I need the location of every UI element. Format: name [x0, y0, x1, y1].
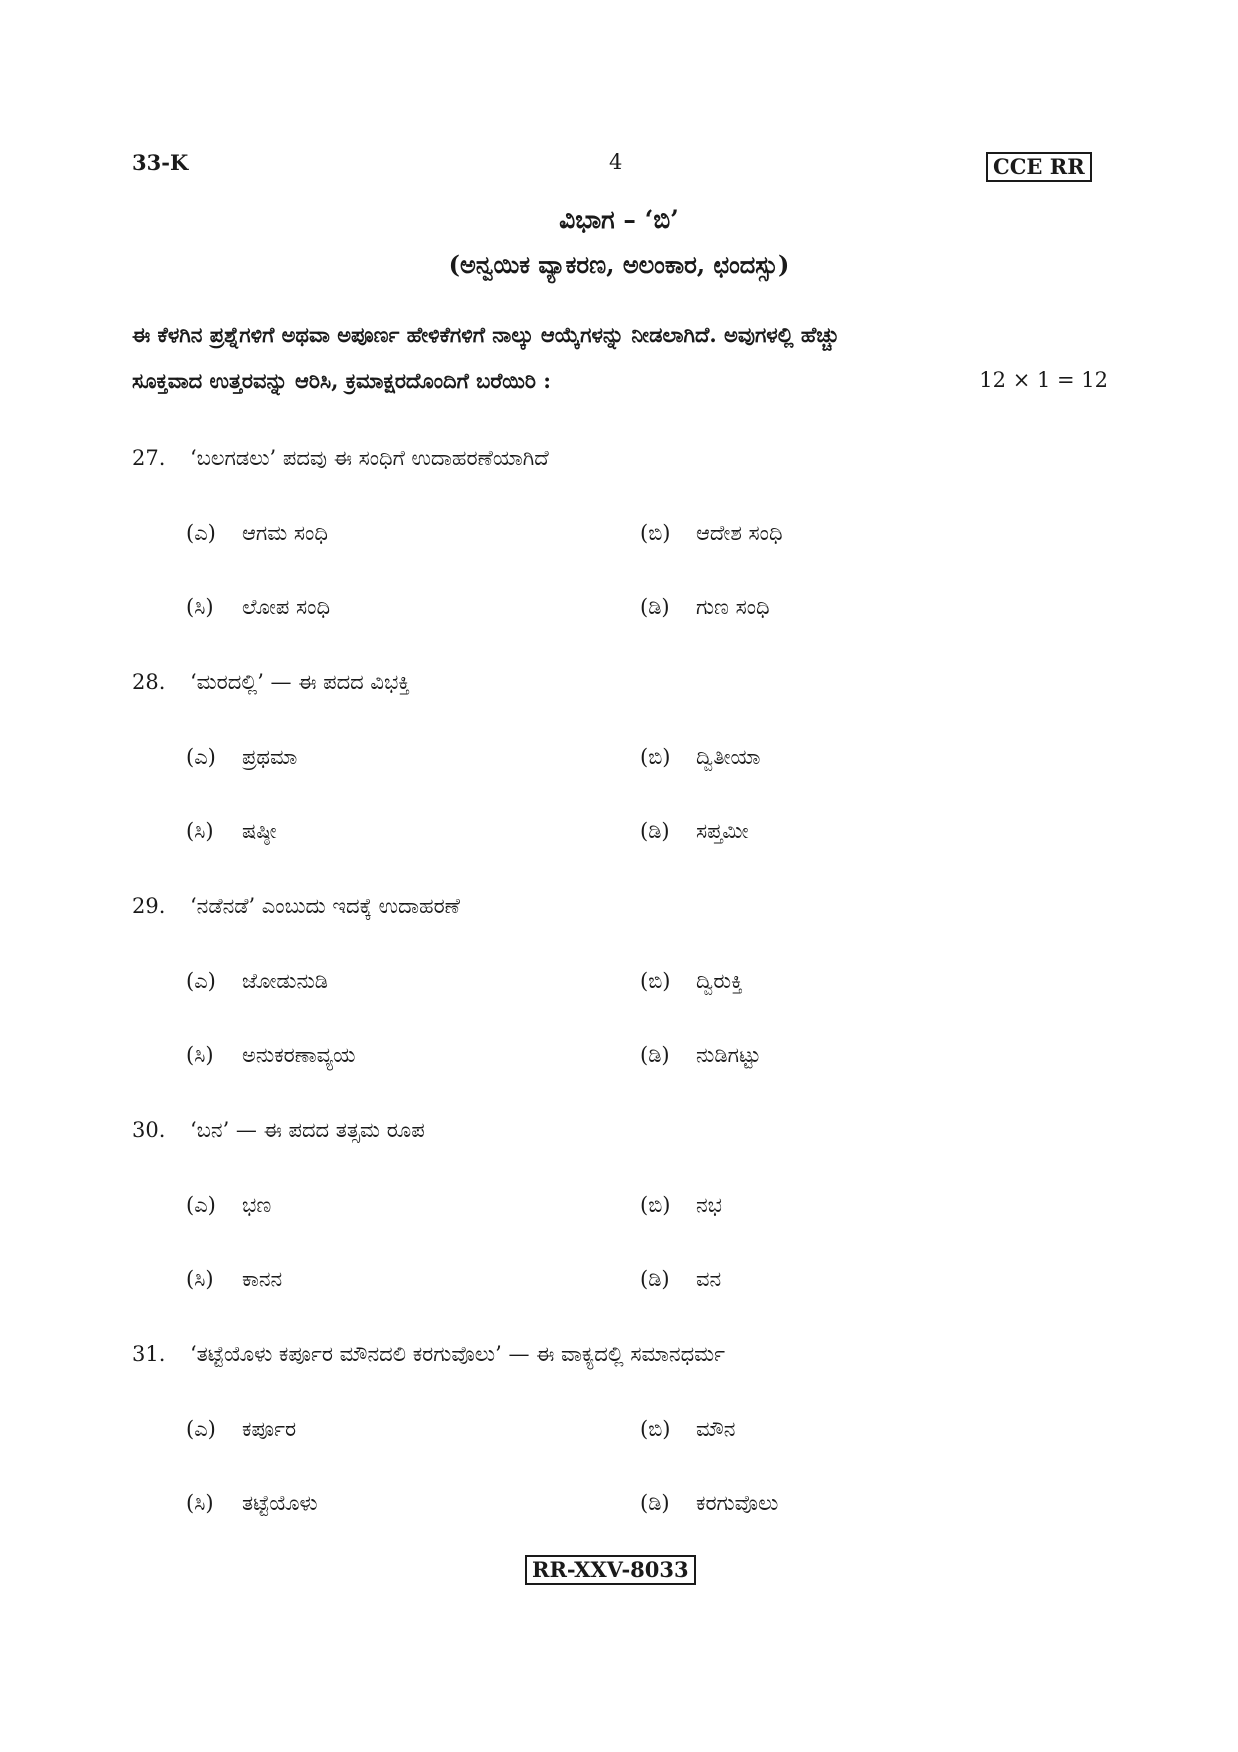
question-text: ‘ಬನ’ — ಈ ಪದದ ತತ್ಸಮ ರೂಪ [190, 1118, 425, 1142]
option-d [640, 1043, 761, 1068]
option-label: (ಡಿ) [640, 595, 670, 619]
option-text: ಅನುಕರಣಾವ್ಯಯ [242, 1043, 356, 1067]
marks-allocation: 12 × 1 = 12 [979, 368, 1108, 392]
question-number: 29. [132, 894, 166, 918]
question-number: 28. [132, 670, 166, 694]
option-label: (ಎ) [186, 521, 216, 545]
option-text: ನಭ [696, 1193, 723, 1217]
option-label: (ಡಿ) [640, 819, 670, 843]
option-label: (ಬಿ) [640, 1417, 671, 1441]
question-number: 31. [132, 1342, 166, 1366]
question-text: ‘ಬಲಗಡಲು’ ಪದವು ಈ ಸಂಧಿಗೆ ಉದಾಹರಣೆಯಾಗಿದೆ [190, 446, 549, 470]
option-label: (ಸಿ) [186, 1267, 214, 1291]
option-text: ಕರಗುವೊಲು [696, 1491, 779, 1515]
question-28 [132, 670, 410, 695]
option-label: (ಸಿ) [186, 1043, 214, 1067]
option-label: (ಸಿ) [186, 819, 214, 843]
option-label: (ಡಿ) [640, 1267, 670, 1291]
option-label: (ಎ) [186, 969, 216, 993]
question-number: 27. [132, 446, 166, 470]
option-b [640, 1193, 722, 1218]
option-label: (ಎ) [186, 745, 216, 769]
option-text: ದ್ವಿರುಕ್ತಿ [696, 969, 743, 993]
option-a [186, 1193, 271, 1218]
option-d [640, 819, 749, 844]
option-text: ಕರ್ಪೂರ [242, 1417, 297, 1441]
question-31 [132, 1342, 725, 1367]
option-text: ಆಗಮ ಸಂಧಿ [242, 521, 328, 545]
option-b [640, 745, 760, 770]
question-text: ‘ನಡೆನಡೆ’ ಎಂಬುದು ಇದಕ್ಕೆ ಉದಾಹರಣೆ [190, 894, 460, 918]
option-b [640, 969, 743, 994]
option-label: (ಬಿ) [640, 521, 671, 545]
option-text: ಗುಣ ಸಂಧಿ [696, 595, 770, 619]
question-text: ‘ತಟ್ಟೆಯೊಳು ಕರ್ಪೂರ ಮೌನದಲಿ ಕರಗುವೊಲು’ — ಈ ವಾಕ್ಯದಲ್ಲಿ ಸಮಾನಧರ್ಮ [190, 1342, 726, 1366]
option-label: (ಬಿ) [640, 969, 671, 993]
option-text: ಮೌನ [696, 1417, 736, 1441]
instructions-line-1: ಈ ಕೆಳಗಿನ ಪ್ರಶ್ನೆಗಳಿಗೆ ಅಥವಾ ಅಪೂರ್ಣ ಹೇಳಿಕೆಗಳಿಗೆ ನಾಲ್ಕು ಆಯ್ಕೆಗಳನ್ನು ನೀಡಲಾಗಿದೆ. ಅವುಗಳಲ್ಲಿ ಹೆಚ್ಚು [132, 322, 840, 347]
option-label: (ಎ) [186, 1417, 216, 1441]
option-text: ಲೋಪ ಸಂಧಿ [242, 595, 331, 619]
option-c [186, 819, 277, 844]
option-text: ಕಾನನ [242, 1267, 283, 1291]
question-number: 30. [132, 1118, 166, 1142]
page-number: 4 [609, 150, 623, 174]
option-label: (ಡಿ) [640, 1043, 670, 1067]
question-29 [132, 894, 460, 919]
option-d [640, 595, 770, 620]
option-b [640, 1417, 735, 1442]
option-a [186, 1417, 296, 1442]
question-30 [132, 1118, 425, 1143]
option-a [186, 969, 328, 994]
option-b [640, 521, 783, 546]
exam-tag: CCE RR [986, 152, 1092, 182]
section-title: ವಿಭಾಗ – ‘ಬಿ’ [559, 205, 679, 234]
question-text: ‘ಮರದಲ್ಲಿ’ — ಈ ಪದದ ವಿಭಕ್ತಿ [190, 670, 410, 694]
section-subtitle: (ಅನ್ವಯಿಕ ವ್ಯಾಕರಣ, ಅಲಂಕಾರ, ಛಂದಸ್ಸು) [448, 250, 790, 279]
paper-code: 33-K [132, 150, 189, 175]
option-text: ದ್ವಿತೀಯಾ [696, 745, 761, 769]
question-27 [132, 446, 549, 471]
option-a [186, 521, 328, 546]
option-c [186, 595, 330, 620]
footer-code: RR-XXV-8033 [525, 1555, 696, 1585]
option-text: ಸಪ್ತಮೀ [696, 819, 749, 843]
option-label: (ಎ) [186, 1193, 216, 1217]
option-text: ಜೋಡುನುಡಿ [242, 969, 329, 993]
option-label: (ಬಿ) [640, 1193, 671, 1217]
option-label: (ಡಿ) [640, 1491, 670, 1515]
option-d [640, 1491, 778, 1516]
option-d [640, 1267, 721, 1292]
option-text: ಆದೇಶ ಸಂಧಿ [696, 521, 783, 545]
option-c [186, 1043, 355, 1068]
option-text: ವನ [696, 1267, 722, 1291]
option-label: (ಸಿ) [186, 1491, 214, 1515]
instructions-line-2: ಸೂಕ್ತವಾದ ಉತ್ತರವನ್ನು ಆರಿಸಿ, ಕ್ರಮಾಕ್ಷರದೊಂದಿಗೆ ಬರೆಯಿರಿ : [132, 368, 551, 393]
option-label: (ಸಿ) [186, 595, 214, 619]
option-text: ಷಷ್ಠೀ [242, 819, 277, 843]
option-text: ನುಡಿಗಟ್ಟು [696, 1043, 761, 1067]
option-text: ತಟ್ಟೆಯೊಳು [242, 1491, 318, 1515]
option-c [186, 1491, 318, 1516]
option-label: (ಬಿ) [640, 745, 671, 769]
option-text: ಭಣ [242, 1193, 272, 1217]
option-text: ಪ್ರಥಮಾ [242, 745, 298, 769]
option-c [186, 1267, 282, 1292]
option-a [186, 745, 297, 770]
